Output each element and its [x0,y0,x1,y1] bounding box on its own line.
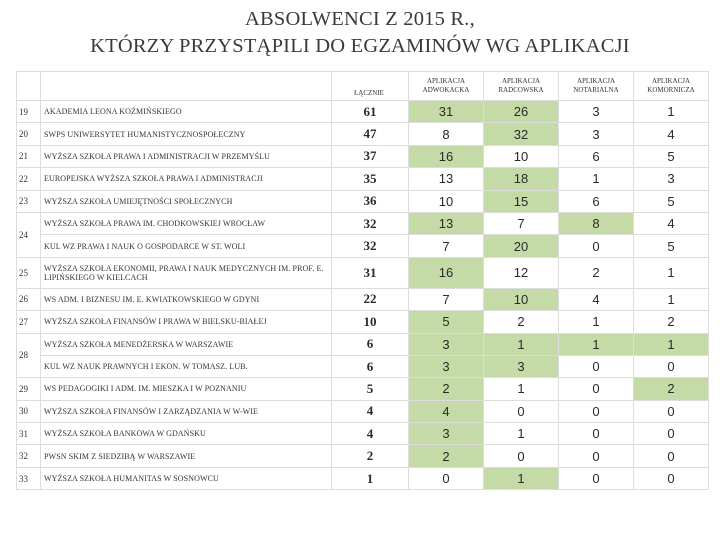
notarialna-value: 1 [559,168,634,190]
radcowska-value: 0 [484,400,559,422]
komornicza-value: 2 [634,311,709,333]
radcowska-value: 1 [484,467,559,489]
table-row [17,288,709,310]
radcowska-value: 3 [484,355,559,377]
radcowska-value: 1 [484,333,559,355]
notarialna-value: 0 [559,378,634,400]
school-name: WYŻSZA SZKOŁA FINANSÓW I PRAWA W BIELSKU-BIAŁEJ [41,311,332,333]
adwokacka-value: 16 [409,257,484,288]
school-name: WYŻSZA SZKOŁA PRAWA I ADMINISTRACJI W PRZEMYŚLU [41,145,332,167]
notarialna-value: 0 [559,467,634,489]
header-total: ŁĄCZNIE [332,72,409,101]
table-row [17,190,709,212]
notarialna-value: 2 [559,257,634,288]
total-value: 6 [332,333,409,355]
total-value: 1 [332,467,409,489]
school-name: WYŻSZA SZKOŁA UMIEJĘTNOŚCI SPOŁECZNYCH [41,190,332,212]
notarialna-value: 6 [559,190,634,212]
row-index: 27 [17,311,41,333]
total-value: 2 [332,445,409,467]
adwokacka-value: 7 [409,235,484,257]
total-value: 10 [332,311,409,333]
row-index: 19 [17,101,41,123]
row-index: 24 [17,212,41,257]
school-name: EUROPEJSKA WYŻSZA SZKOŁA PRAWA I ADMINISTRACJI [41,168,332,190]
results-table [16,71,709,490]
total-value: 47 [332,123,409,145]
header-komornicza: APLIKACJA KOMORNICZA [634,72,709,101]
adwokacka-value: 8 [409,123,484,145]
header-notarialna: APLIKACJA NOTARIALNA [559,72,634,101]
komornicza-value: 5 [634,235,709,257]
notarialna-value: 8 [559,212,634,234]
notarialna-value: 0 [559,355,634,377]
komornicza-value: 1 [634,101,709,123]
row-index: 31 [17,423,41,445]
header-row [17,72,709,101]
title-line-2: KTÓRZY PRZYSTĄPILI DO EGZAMINÓW WG APLIKACJI [90,35,630,57]
total-value: 31 [332,257,409,288]
table-row [17,467,709,489]
table-row [17,212,709,234]
table-row [17,168,709,190]
row-index: 26 [17,288,41,310]
total-value: 32 [332,212,409,234]
radcowska-value: 0 [484,445,559,467]
komornicza-value: 0 [634,400,709,422]
school-name: WYŻSZA SZKOŁA FINANSÓW I ZARZĄDZANIA W W-WIE [41,400,332,422]
row-index: 33 [17,467,41,489]
school-name: WYŻSZA SZKOŁA BANKOWA W GDAŃSKU [41,423,332,445]
page-title [0,6,720,60]
total-value: 4 [332,400,409,422]
komornicza-value: 0 [634,423,709,445]
table-row [17,123,709,145]
school-name: WS ADM. I BIZNESU IM. E. KWIATKOWSKIEGO W GDYNI [41,288,332,310]
notarialna-value: 1 [559,333,634,355]
notarialna-value: 6 [559,145,634,167]
row-index: 21 [17,145,41,167]
adwokacka-value: 16 [409,145,484,167]
table-row [17,101,709,123]
total-value: 32 [332,235,409,257]
table-row [17,355,709,377]
school-name: WYŻSZA SZKOŁA EKONOMII, PRAWA I NAUK MEDYCZNYCH IM. PROF. E. LIPIŃSKIEGO W KIELCACH [41,257,332,288]
row-index: 30 [17,400,41,422]
komornicza-value: 3 [634,168,709,190]
total-value: 61 [332,101,409,123]
adwokacka-value: 2 [409,445,484,467]
table-row [17,378,709,400]
komornicza-value: 0 [634,355,709,377]
radcowska-value: 18 [484,168,559,190]
radcowska-value: 10 [484,288,559,310]
school-name: WYŻSZA SZKOŁA PRAWA IM. CHODKOWSKIEJ WROCŁAW [41,212,332,234]
table-row [17,145,709,167]
adwokacka-value: 3 [409,423,484,445]
komornicza-value: 4 [634,123,709,145]
header-radcowska: APLIKACJA RADCOWSKA [484,72,559,101]
school-name: AKADEMIA LEONA KOŹMIŃSKIEGO [41,101,332,123]
adwokacka-value: 3 [409,355,484,377]
row-index: 32 [17,445,41,467]
adwokacka-value: 7 [409,288,484,310]
notarialna-value: 3 [559,123,634,145]
total-value: 4 [332,423,409,445]
notarialna-value: 1 [559,311,634,333]
row-index: 23 [17,190,41,212]
total-value: 36 [332,190,409,212]
notarialna-value: 0 [559,445,634,467]
komornicza-value: 1 [634,288,709,310]
adwokacka-value: 10 [409,190,484,212]
komornicza-value: 5 [634,190,709,212]
radcowska-value: 32 [484,123,559,145]
table-row [17,445,709,467]
radcowska-value: 7 [484,212,559,234]
total-value: 5 [332,378,409,400]
header-blank-name [41,72,332,101]
table-row [17,423,709,445]
school-name: PWSN SKIM Z SIEDZIBĄ W WARSZAWIE [41,445,332,467]
adwokacka-value: 0 [409,467,484,489]
komornicza-value: 4 [634,212,709,234]
school-name: SWPS UNIWERSYTET HUMANISTYCZNOSPOŁECZNY [41,123,332,145]
table-row [17,235,709,257]
total-value: 6 [332,355,409,377]
radcowska-value: 10 [484,145,559,167]
radcowska-value: 15 [484,190,559,212]
adwokacka-value: 3 [409,333,484,355]
row-index: 22 [17,168,41,190]
radcowska-value: 1 [484,423,559,445]
radcowska-value: 26 [484,101,559,123]
radcowska-value: 1 [484,378,559,400]
notarialna-value: 0 [559,235,634,257]
komornicza-value: 0 [634,467,709,489]
table-row [17,257,709,288]
radcowska-value: 20 [484,235,559,257]
table-row [17,311,709,333]
header-adwokacka: APLIKACJA ADWOKACKA [409,72,484,101]
radcowska-value: 12 [484,257,559,288]
row-index: 25 [17,257,41,288]
komornicza-value: 1 [634,333,709,355]
school-name: WYŻSZA SZKOŁA MENEDŻERSKA W WARSZAWIE [41,333,332,355]
total-value: 35 [332,168,409,190]
table-row [17,333,709,355]
header-blank-index [17,72,41,101]
notarialna-value: 4 [559,288,634,310]
adwokacka-value: 13 [409,168,484,190]
row-index: 29 [17,378,41,400]
adwokacka-value: 4 [409,400,484,422]
adwokacka-value: 5 [409,311,484,333]
school-name: WYŻSZA SZKOŁA HUMANITAS W SOSNOWCU [41,467,332,489]
title-line-1: ABSOLWENCI Z 2015 R., [245,8,475,30]
row-index: 28 [17,333,41,378]
table-row [17,400,709,422]
notarialna-value: 0 [559,400,634,422]
komornicza-value: 0 [634,445,709,467]
notarialna-value: 3 [559,101,634,123]
komornicza-value: 2 [634,378,709,400]
school-name: KUL WZ PRAWA I NAUK O GOSPODARCE W ST. WOLI [41,235,332,257]
adwokacka-value: 2 [409,378,484,400]
total-value: 37 [332,145,409,167]
notarialna-value: 0 [559,423,634,445]
komornicza-value: 1 [634,257,709,288]
total-value: 22 [332,288,409,310]
row-index: 20 [17,123,41,145]
adwokacka-value: 13 [409,212,484,234]
komornicza-value: 5 [634,145,709,167]
school-name: KUL WZ NAUK PRAWNYCH I EKON. W TOMASZ. LUB. [41,355,332,377]
school-name: WS PEDAGOGIKI I ADM. IM. MIESZKA I W POZNANIU [41,378,332,400]
radcowska-value: 2 [484,311,559,333]
adwokacka-value: 31 [409,101,484,123]
